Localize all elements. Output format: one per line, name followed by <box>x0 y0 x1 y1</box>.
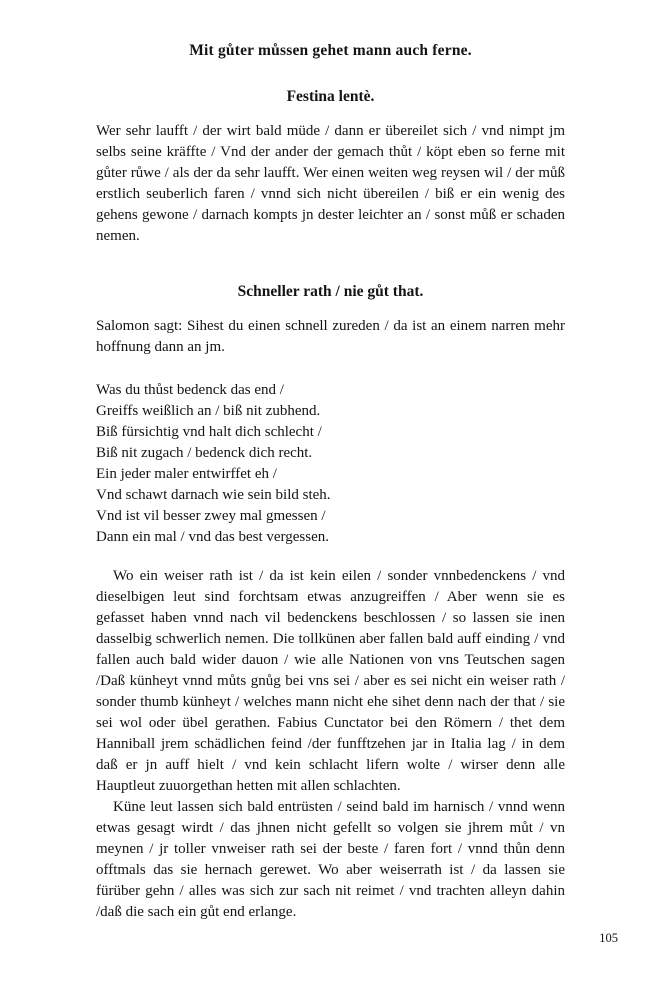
section-heading-schneller-rath: Schneller rath / nie gůt that. <box>237 283 424 300</box>
poem-line: Greiffs weißlich an / biß nit zubhend. <box>96 403 321 419</box>
poem-line: Vnd schawt darnach wie sein bild steh. <box>96 487 331 503</box>
poem-line: Ein jeder maler entwirffet eh / <box>96 466 277 482</box>
poem-line: Biß nit zugach / bedenck dich recht. <box>96 445 313 461</box>
poem-line: Dann ein mal / vnd das best vergessen. <box>96 529 330 545</box>
poem-block <box>96 380 565 548</box>
poem-line: Vnd ist vil besser zwey mal gmessen / <box>96 508 326 524</box>
paragraph-4: Küne leut lassen sich bald entrüsten / seind bald im harnisch / vnnd wenn etwas gesagt wirdt / das jhnen nicht gefellt so volgen sie jhrem můt / vn meynen / jr toller vnweiser rath sei der beste / faren fort / vnnd thůn denn offtmals das sie hernach gerewet. Wo aber weiserrath ist / da lassen sie fürüber gehn / alles was sich zur sach nit reimet / vnd trachten alleyn dahin /daß die sach ein gůt end erlange. <box>96 799 565 920</box>
section-heading-festina-lente: Festina lentè. <box>286 88 375 105</box>
paragraph-1: Wer sehr laufft / der wirt bald müde / dann er übereilet sich / vnd nimpt jm selbs seine kräffte / Vnd der ander der gemach thůt / köpt eben so ferne mit gůter růwe / als der da sehr laufft. Wer einen weiten weg reysen wil / der můß erstlich seuberlich faren / vnnd sich nicht übereilen / biß er ein wenig des gehens gewone / darnach kompts jn dester leichter an / sonst můß er schaden nemen. <box>96 123 565 244</box>
paragraph-3: Wo ein weiser rath ist / da ist kein eilen / sonder vnnbedenckens / vnd dieselbigen leut sind forchtsam etwas anzugreiffen / Aber wenn sie es gefasset haben vnnd nach vil bedenckens beschlossen / so lassen sie inen dasselbig schwerlich nemen. Die tollkünen aber fallen bald auff einding / vnd fallen auch bald wider dauon / wie alle Nationen von vns Teutschen sagen /Daß künheyt vnnd můts gnůg bei vns sei / aber es sei nicht ein weiser rath / sonder thumb künheyt / welches mann nicht ehe sihet denn nach der that / sie sei wol oder übel gerathen. Fabius Cunctator bei den Römern / thet dem Hanniball jrem schädlichen feind /der funfftzehen jar in Italia lag / in dem daß er jn auff hielt / vnd kein schlacht lifern wolte / wirser denn alle Hauptleut zuuorgethan hetten mit allen schlachten. <box>96 568 565 794</box>
page-number: 105 <box>599 931 618 945</box>
poem-line: Biß fürsichtig vnd halt dich schlecht / <box>96 424 322 440</box>
page-title: Mit gůter můssen gehet mann auch ferne. <box>189 42 472 59</box>
paragraph-2: Salomon sagt: Sihest du einen schnell zureden / da ist an einem narren mehr hoffnung dann an jm. <box>96 318 565 355</box>
poem-line: Was du thůst bedenck das end / <box>96 382 284 398</box>
